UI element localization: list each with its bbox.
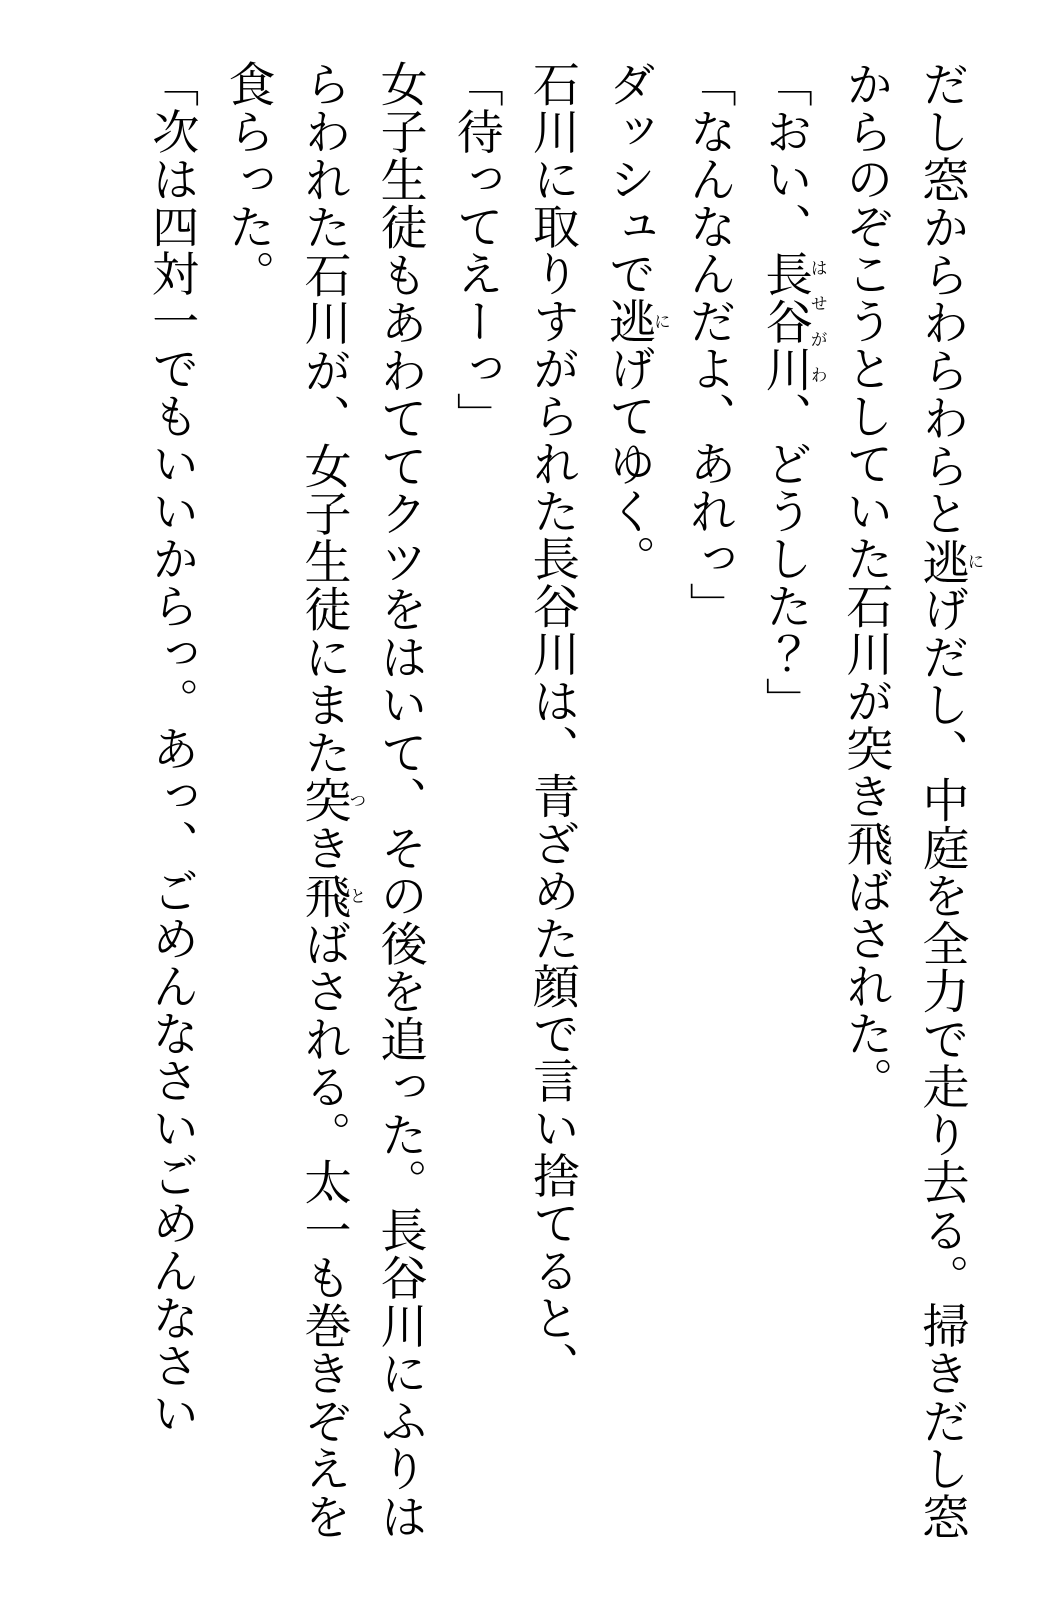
paragraph-2: 「おい、長谷川はせがわ、どうした？」 <box>757 60 829 725</box>
ruby-nige: 逃に <box>601 297 672 345</box>
ruby-hasegawa: 長谷川はせがわ <box>757 249 829 393</box>
paragraph-7: 女子生徒もあわててクツをはいて、その後を追った。長谷川にふりはらわれた石川が、女子生徒にまた突つき飛とばされる。太一も巻きぞえを食らった。 <box>220 60 428 1540</box>
paragraph-5: 石川に取りすがられた長谷川は、青ざめた顔で言い捨てると、 <box>524 60 580 1390</box>
paragraph-6: 「待ってえーっ」 <box>448 60 504 440</box>
paragraph-1: だし窓からわらわらと逃にげだし、中庭を全力で走り去る。掃きだし窓からのぞこうとしていた石川が突き飛ばされた。 <box>838 60 985 1541</box>
ruby-reading: に <box>965 537 985 585</box>
ruby-tsu: 突つ <box>296 776 367 824</box>
ruby-to: 飛と <box>296 871 367 920</box>
ruby-reading: はせがわ <box>808 249 829 393</box>
paragraph-8: 「次は四対一でもいいからっ。あっ、ごめんなさいごめんなさい <box>144 60 200 1437</box>
vertical-text-body <box>58 60 984 1540</box>
paragraph-3: 「なんなんだよ、あれっ」 <box>681 60 737 630</box>
paragraph-4: ダッシュで逃にげてゆく。 <box>601 60 672 583</box>
ruby-reading: に <box>651 297 672 345</box>
ruby-reading: と <box>347 871 367 920</box>
ruby-reading: つ <box>347 776 367 824</box>
ruby-nige: 逃に <box>914 537 985 586</box>
